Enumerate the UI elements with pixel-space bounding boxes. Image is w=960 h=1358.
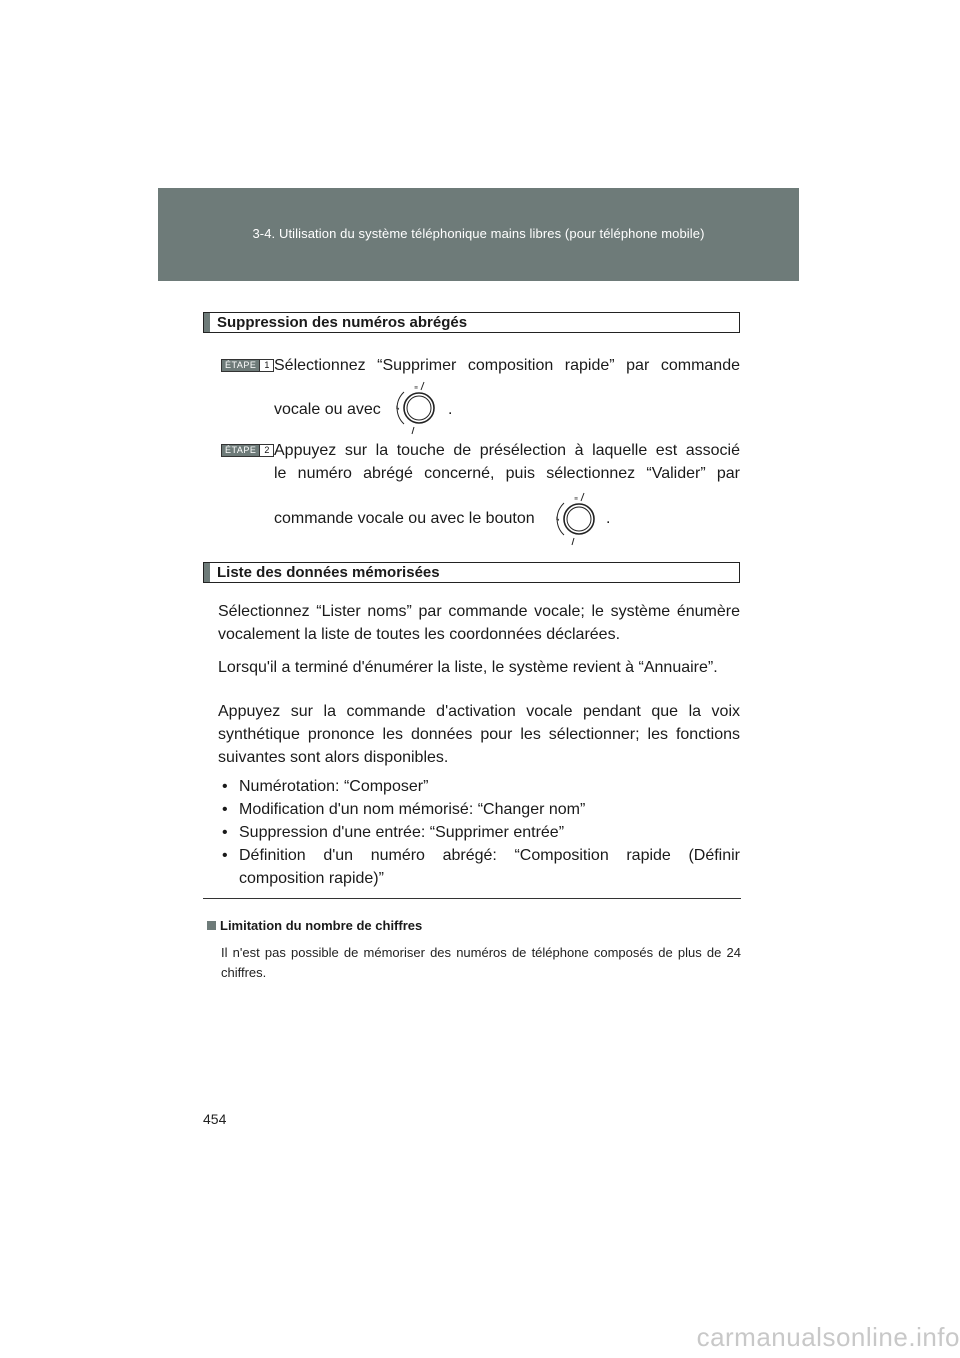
- list-item: • Numérotation: “Composer”: [222, 778, 429, 795]
- list-item: • Modification d'un nom mémorisé: “Changer nom”: [222, 801, 586, 818]
- page-number: 454: [203, 1111, 227, 1127]
- paragraph-activation-vocale: Appuyez sur la commande d'activation vocale pendant que la voix synthétique prononce les données pour les sélectionner; les fonctions suivantes sont alors disponibles.: [218, 703, 740, 766]
- step-1-line-2: vocale ou avec: [274, 401, 381, 418]
- step-2-badge: ÉTAPE 2: [221, 444, 274, 457]
- svg-text:≡: ≡: [414, 385, 419, 391]
- section-title: Suppression des numéros abrégés: [217, 314, 468, 331]
- watermark: carmanualsonline.info: [696, 1322, 960, 1352]
- step-2-line-1: Appuyez sur la touche de présélection à laquelle est associé: [274, 442, 740, 459]
- tune-knob-icon: [552, 491, 600, 547]
- step-2-line-3: commande vocale ou avec le bouton: [274, 510, 535, 527]
- square-bullet-icon: [207, 921, 216, 930]
- function-list: [222, 775, 740, 890]
- chapter-header-band: [158, 188, 799, 281]
- step-1-line-1: Sélectionnez “Supprimer composition rapide” par commande: [274, 357, 740, 374]
- section-heading-suppression: [203, 312, 740, 333]
- step-1-line-2-end: .: [448, 401, 453, 418]
- step-1-badge: ÉTAPE 1: [221, 359, 274, 372]
- svg-text:↳: ↳: [555, 516, 561, 523]
- section-title: Liste des données mémorisées: [217, 564, 440, 581]
- paragraph-lister-noms: Sélectionnez “Lister noms” par commande vocale; le système énumère vocalement la liste de toutes les coordonnées déclarées.: [218, 603, 740, 643]
- step-2-line-3-end: .: [606, 510, 611, 527]
- step-2-line-2: le numéro abrégé concerné, puis sélectionnez “Valider” par: [274, 465, 740, 482]
- tune-knob-icon: [392, 380, 440, 436]
- list-item: • Définition d'un numéro abrégé: “Composition rapide (Définir composition rapide)”: [222, 847, 740, 887]
- svg-text:↳: ↳: [395, 405, 401, 412]
- svg-text:≡: ≡: [574, 496, 579, 502]
- paragraph-annuaire: Lorsqu'il a terminé d'énumérer la liste, le système revient à “Annuaire”.: [218, 659, 718, 676]
- note-heading: Limitation du nombre de chiffres: [207, 918, 422, 933]
- divider: [203, 898, 741, 899]
- list-item: • Suppression d'une entrée: “Supprimer entrée”: [222, 824, 565, 841]
- chapter-title: 3-4. Utilisation du système téléphonique mains libres (pour téléphone mobile): [252, 226, 705, 241]
- note-text: Il n'est pas possible de mémoriser des numéros de téléphone composés de plus de 24 chiffres.: [221, 945, 741, 980]
- section-heading-liste: [203, 562, 740, 583]
